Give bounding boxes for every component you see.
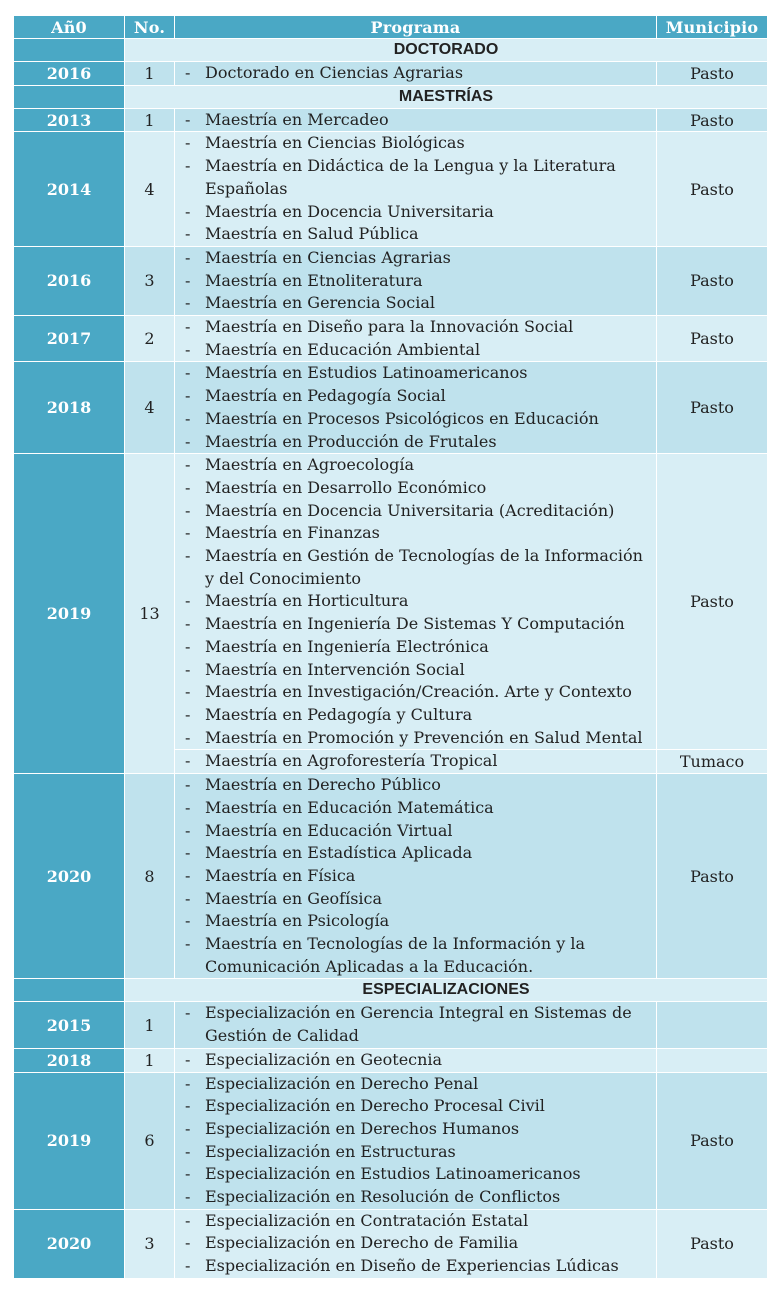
table-row — [14, 246, 768, 315]
program-item: - Maestría en Docencia Universitaria (Acreditación) — [181, 500, 656, 523]
municipio-cell: Pasto — [657, 62, 768, 86]
program-item: - Especialización en Derecho Procesal Civil — [181, 1095, 656, 1118]
program-cell — [175, 246, 657, 315]
program-cell — [175, 1002, 657, 1048]
municipio-cell: Pasto — [657, 454, 768, 750]
table-row — [14, 132, 768, 247]
table-row — [14, 1072, 768, 1209]
municipio-cell — [657, 1048, 768, 1072]
table-row — [14, 774, 768, 979]
header-program: Programa — [175, 16, 657, 39]
municipio-cell — [657, 1002, 768, 1048]
program-item: - Maestría en Psicología — [181, 910, 656, 933]
municipio-cell: Pasto — [657, 316, 768, 362]
program-item: - Maestría en Estudios Latinoamericanos — [181, 362, 656, 385]
section-row — [14, 85, 768, 108]
program-item: - Especialización en Resolución de Conflictos — [181, 1186, 656, 1209]
section-row — [14, 39, 768, 62]
program-item: - Maestría en Pedagogía y Cultura — [181, 704, 656, 727]
table-row — [14, 362, 768, 454]
table-row — [14, 1209, 768, 1278]
program-item: - Maestría en Educación Matemática — [181, 797, 656, 820]
program-item: - Especialización en Derechos Humanos — [181, 1118, 656, 1141]
year-cell: 2014 — [14, 132, 125, 247]
count-cell: 3 — [125, 246, 175, 315]
section-title: DOCTORADO — [125, 39, 768, 62]
program-item: - Maestría en Docencia Universitaria — [181, 201, 656, 224]
count-cell: 3 — [125, 1209, 175, 1278]
year-cell: 2020 — [14, 1209, 125, 1278]
municipio-cell: Tumaco — [657, 750, 768, 774]
program-item: - Maestría en Educación Virtual — [181, 820, 656, 843]
header-row — [14, 16, 768, 39]
program-item: - Maestría en Ciencias Biológicas — [181, 132, 656, 155]
year-cell: 2019 — [14, 1072, 125, 1209]
program-item: - Maestría en Promoción y Prevención en Salud Mental — [181, 727, 656, 750]
count-cell: 1 — [125, 1002, 175, 1048]
table-row — [14, 1048, 768, 1072]
municipio-cell: Pasto — [657, 774, 768, 979]
section-year-cell — [14, 979, 125, 1002]
count-cell: 2 — [125, 316, 175, 362]
program-cell — [175, 750, 657, 774]
program-item: - Maestría en Tecnologías de la Información y la Comunicación Aplicadas a la Educación. — [181, 933, 656, 978]
program-item: - Maestría en Etnoliteratura — [181, 270, 656, 293]
program-cell — [175, 62, 657, 86]
program-item: - Especialización en Geotecnia — [181, 1049, 656, 1072]
municipio-cell: Pasto — [657, 1209, 768, 1278]
year-cell: 2016 — [14, 62, 125, 86]
count-cell: 13 — [125, 454, 175, 774]
section-title: ESPECIALIZACIONES — [125, 979, 768, 1002]
program-item: - Especialización en Diseño de Experiencias Lúdicas — [181, 1255, 656, 1278]
program-cell — [175, 454, 657, 750]
program-item: - Maestría en Estadística Aplicada — [181, 842, 656, 865]
count-cell: 4 — [125, 362, 175, 454]
program-cell — [175, 132, 657, 247]
program-item: - Maestría en Mercadeo — [181, 109, 656, 132]
program-item: - Maestría en Intervención Social — [181, 659, 656, 682]
section-year-cell — [14, 39, 125, 62]
year-cell: 2018 — [14, 362, 125, 454]
program-item: - Maestría en Investigación/Creación. Arte y Contexto — [181, 681, 656, 704]
program-item: - Maestría en Agroforestería Tropical — [181, 750, 656, 773]
program-item: - Maestría en Didáctica de la Lengua y la Literatura Españolas — [181, 155, 656, 200]
program-item: - Especialización en Derecho de Familia — [181, 1232, 656, 1255]
year-cell: 2019 — [14, 454, 125, 774]
municipio-cell: Pasto — [657, 362, 768, 454]
municipio-cell: Pasto — [657, 246, 768, 315]
program-item: - Maestría en Finanzas — [181, 522, 656, 545]
table-row — [14, 316, 768, 362]
program-item: - Maestría en Agroecología — [181, 454, 656, 477]
programs-table — [13, 15, 768, 1279]
program-cell — [175, 108, 657, 132]
program-cell — [175, 1209, 657, 1278]
program-item: - Maestría en Horticultura — [181, 590, 656, 613]
program-item: - Maestría en Educación Ambiental — [181, 339, 656, 362]
year-cell: 2015 — [14, 1002, 125, 1048]
program-item: - Maestría en Ingeniería Electrónica — [181, 636, 656, 659]
program-item: - Maestría en Procesos Psicológicos en Educación — [181, 408, 656, 431]
program-item: - Maestría en Ingeniería De Sistemas Y Computación — [181, 613, 656, 636]
program-cell — [175, 1072, 657, 1209]
section-year-cell — [14, 85, 125, 108]
program-item: - Maestría en Pedagogía Social — [181, 385, 656, 408]
count-cell: 1 — [125, 108, 175, 132]
program-item: - Maestría en Gerencia Social — [181, 292, 656, 315]
count-cell: 1 — [125, 62, 175, 86]
program-item: - Especialización en Derecho Penal — [181, 1073, 656, 1096]
year-cell: 2020 — [14, 774, 125, 979]
municipio-cell: Pasto — [657, 108, 768, 132]
program-item: - Especialización en Contratación Estatal — [181, 1210, 656, 1233]
program-item: - Maestría en Geofísica — [181, 888, 656, 911]
table-row — [14, 454, 768, 750]
program-item: - Especialización en Gerencia Integral en Sistemas de Gestión de Calidad — [181, 1002, 656, 1047]
program-item: - Maestría en Salud Pública — [181, 223, 656, 246]
program-item: - Maestría en Ciencias Agrarias — [181, 247, 656, 270]
count-cell: 6 — [125, 1072, 175, 1209]
year-cell: 2017 — [14, 316, 125, 362]
program-item: - Maestría en Física — [181, 865, 656, 888]
count-cell: 1 — [125, 1048, 175, 1072]
municipio-cell: Pasto — [657, 132, 768, 247]
program-item: - Maestría en Desarrollo Económico — [181, 477, 656, 500]
header-municipio: Municipio — [657, 16, 768, 39]
count-cell: 4 — [125, 132, 175, 247]
program-cell — [175, 316, 657, 362]
program-item: - Maestría en Producción de Frutales — [181, 431, 656, 454]
program-item: - Maestría en Gestión de Tecnologías de la Información y del Conocimiento — [181, 545, 656, 590]
program-item: - Especialización en Estructuras — [181, 1141, 656, 1164]
municipio-cell: Pasto — [657, 1072, 768, 1209]
program-item: - Doctorado en Ciencias Agrarias — [181, 62, 656, 85]
program-cell — [175, 1048, 657, 1072]
year-cell: 2013 — [14, 108, 125, 132]
program-item: - Especialización en Estudios Latinoamericanos — [181, 1163, 656, 1186]
program-item: - Maestría en Derecho Público — [181, 774, 656, 797]
section-row — [14, 979, 768, 1002]
program-cell — [175, 362, 657, 454]
program-item: - Maestría en Diseño para la Innovación Social — [181, 316, 656, 339]
section-title: MAESTRÍAS — [125, 85, 768, 108]
program-cell — [175, 774, 657, 979]
year-cell: 2016 — [14, 246, 125, 315]
table-row — [14, 108, 768, 132]
header-no: No. — [125, 16, 175, 39]
table-row — [14, 1002, 768, 1048]
count-cell: 8 — [125, 774, 175, 979]
table-body — [14, 39, 768, 1279]
header-year: Añ0 — [14, 16, 125, 39]
year-cell: 2018 — [14, 1048, 125, 1072]
table-row — [14, 62, 768, 86]
